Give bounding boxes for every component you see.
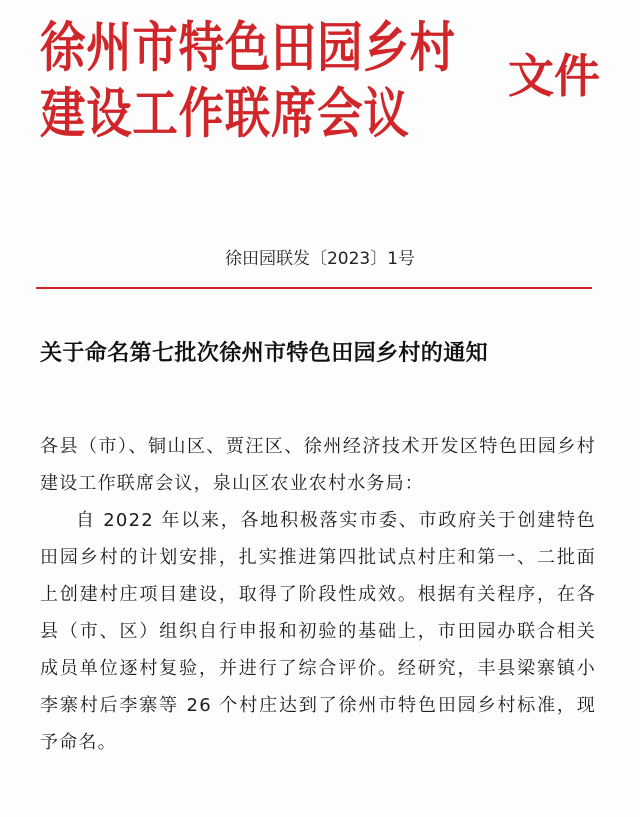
body-paragraph: 自 2022 年以来，各地积极落实市委、市政府关于创建特色田园乡村的计划安排，扎实推进第四批试点村庄和第一、二批面上创建村庄项目建设，取得了阶段性成效。根据有关程序，在各县（市、区）组织自行申报和初验的基础上，市田园办联合相关成员单位逐村复验，并进行了综合评价。经研究，丰县梁寨镇小李寨村后李寨等 26 个村庄达到了徐州市特色田园乡村标准，现予命名。 <box>40 510 596 753</box>
header-org-line-1: 徐州市特色田园乡村 <box>40 15 456 79</box>
header-org-line-2: 建设工作联席会议 <box>40 81 410 145</box>
recipients-paragraph: 各县（市）、铜山区、贾汪区、徐州经济技术开发区特色田园乡村建设工作联席会议，泉山区农业农村水务局： <box>40 436 596 494</box>
document-number: 徐田园联发〔2023〕1号 <box>224 249 416 269</box>
header-suffix: 文件 <box>508 49 600 103</box>
document-body <box>40 428 596 761</box>
red-divider-line <box>36 287 592 289</box>
red-header <box>40 14 510 146</box>
document-title: 关于命名第七批次徐州市特色田园乡村的通知 <box>40 341 489 366</box>
